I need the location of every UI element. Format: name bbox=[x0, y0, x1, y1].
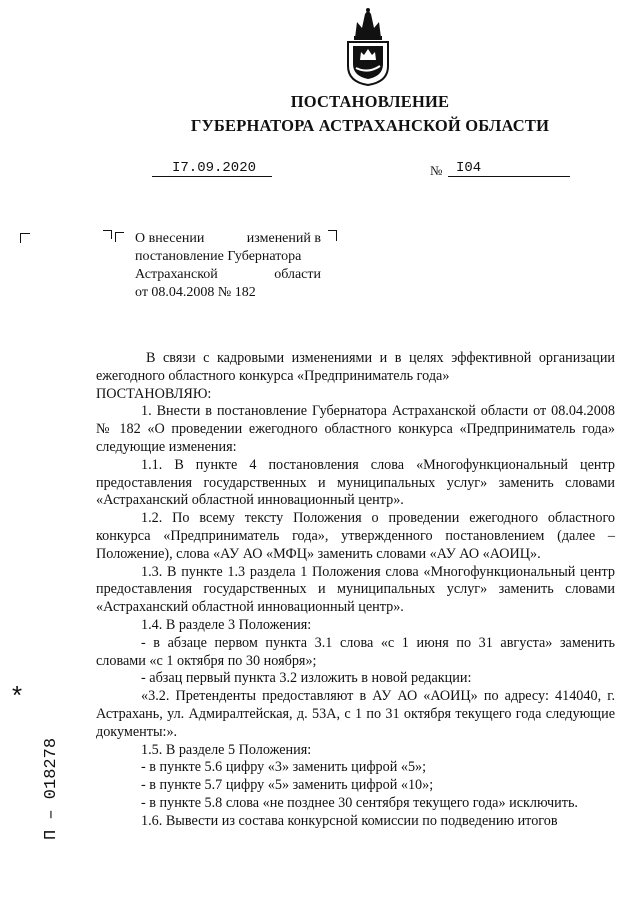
subject-bracket-right bbox=[328, 230, 337, 241]
body-paragraph: 1.1. В пункте 4 постановления слова «Многофункциональный центр предоставления государственных и муниципальных услуг» заменить словами «Астраханский областной инновационный центр». bbox=[96, 456, 615, 509]
subject-text: О внесении bbox=[135, 231, 205, 246]
document-number-value: I04 bbox=[456, 160, 482, 176]
subject-bracket-left-outer bbox=[103, 230, 112, 239]
subject-text: Астраханской bbox=[135, 267, 218, 282]
subject-line: от 08.04.2008 № 182 bbox=[135, 285, 256, 300]
subject-line: постановление Губернатора bbox=[135, 249, 302, 264]
body-paragraph: - в пункте 5.7 цифру «5» заменить цифрой «10»; bbox=[141, 777, 434, 794]
body-paragraph: - в пункте 5.8 слова «не позднее 30 сентября текущего года» исключить. bbox=[141, 794, 578, 811]
body-paragraph: 1.6. Вывести из состава конкурсной комиссии по подведению итогов bbox=[141, 812, 558, 829]
serial-star-mark: * bbox=[12, 680, 23, 710]
left-corner-mark bbox=[20, 233, 30, 243]
document-date-value: I7.09.2020 bbox=[172, 160, 257, 176]
subject-line bbox=[135, 230, 321, 248]
body-paragraph: 1.4. В разделе 3 Положения: bbox=[141, 616, 312, 633]
body-paragraph: 1.5. В разделе 5 Положения: bbox=[141, 741, 312, 758]
document-subject bbox=[135, 230, 321, 302]
body-paragraph: - в пункте 5.6 цифру «3» заменить цифрой «5»; bbox=[141, 759, 427, 776]
body-paragraph: 1. Внести в постановление Губернатора Астраханской области от 08.04.2008 № 182 «О проведении ежегодного областного конкурса «Предприниматель года» следующие изменения: bbox=[96, 403, 615, 455]
body-paragraph: «3.2. Претенденты предоставляют в АУ АО «АОИЦ» по адресу: 414040, г. Астрахань, ул. Адмиралтейская, д. 53А, с 1 по 31 октября текущего года следующие документы:». bbox=[96, 688, 615, 740]
form-serial-text: П – 018278 bbox=[42, 737, 61, 840]
document-title-line1: ПОСТАНОВЛЕНИЕ bbox=[290, 92, 450, 111]
document-number bbox=[448, 160, 570, 177]
body-paragraph: - в абзаце первом пункта 3.1 слова «с 1 июня по 31 августа» заменить словами «с 1 октября по 30 ноября»; bbox=[96, 634, 615, 669]
document-title-line2: ГУБЕРНАТОРА АСТРАХАНСКОЙ ОБЛАСТИ bbox=[190, 116, 550, 135]
body-paragraph: - абзац первый пункта 3.2 изложить в новой редакции: bbox=[141, 670, 472, 687]
body-paragraph: 1.2. По всему тексту Положения о проведении ежегодного областного конкурса «Предприниматель года», утвержденного постановлением (далее – Положение), слова «АУ АО «МФЦ» заменить словами «АУ АО «АОИЦ». bbox=[96, 510, 615, 562]
document-body bbox=[96, 350, 615, 831]
subject-text: области bbox=[274, 267, 321, 282]
form-serial-number bbox=[18, 690, 61, 840]
body-paragraph: 1.3. В пункте 1.3 раздела 1 Положения слова «Многофункциональный центр предоставления государственных и муниципальных услуг» заменить словами «Астраханский областной инновационный центр». bbox=[96, 563, 615, 616]
document-date bbox=[152, 160, 272, 177]
number-sign: № bbox=[430, 163, 443, 178]
subject-text: изменений в bbox=[246, 231, 321, 246]
subject-bracket-left bbox=[115, 232, 124, 242]
subject-line bbox=[135, 266, 321, 284]
body-paragraph: ПОСТАНОВЛЯЮ: bbox=[96, 385, 212, 402]
coat-of-arms-emblem bbox=[345, 8, 391, 86]
body-paragraph: В связи с кадровыми изменениями и в целях эффективной организации ежегодного областного конкурса «Предприниматель года» bbox=[96, 350, 615, 384]
